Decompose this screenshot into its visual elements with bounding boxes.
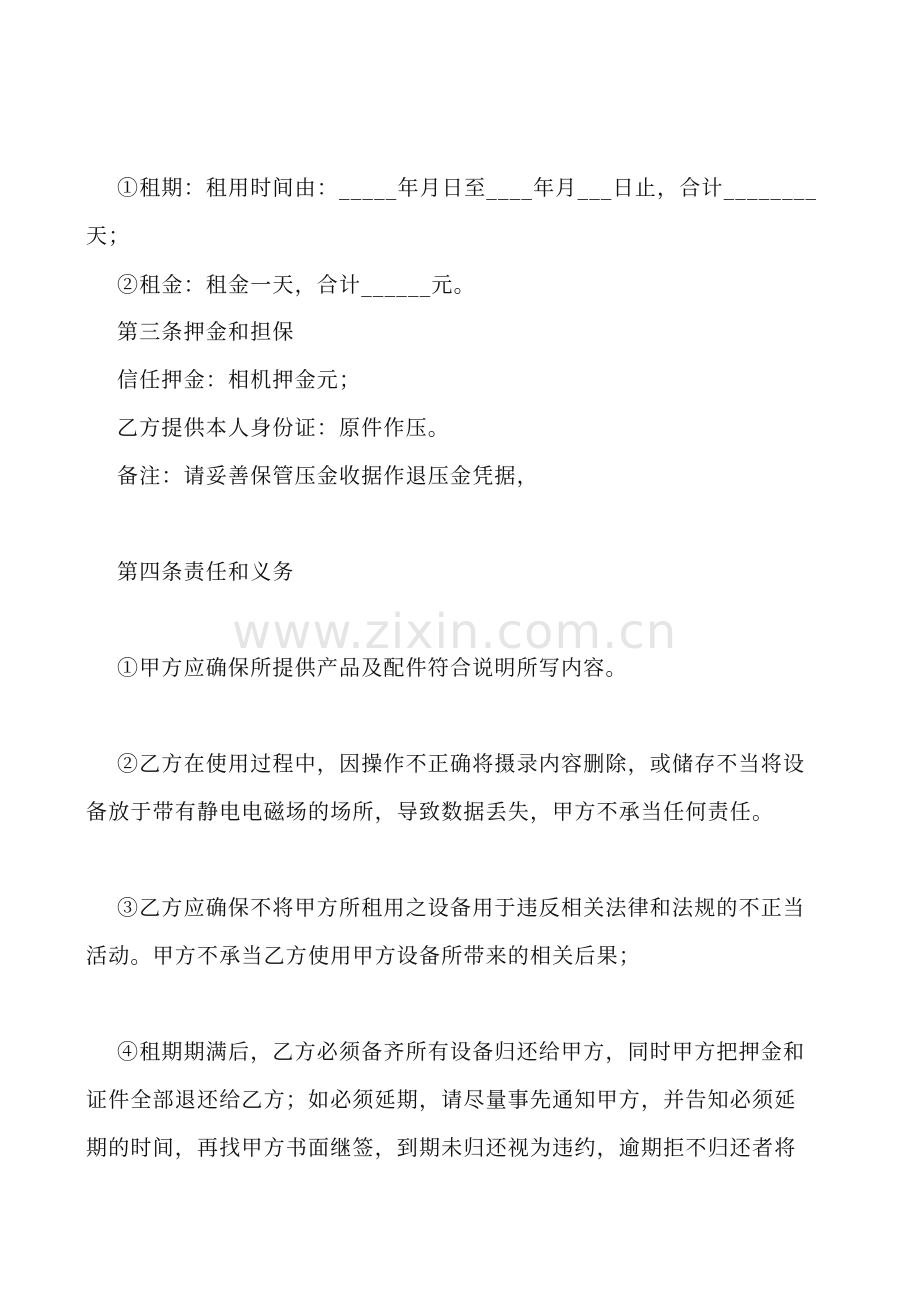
- text-line: 活动。甲方不承当乙方使用甲方设备所带来的相关后果；: [86, 944, 641, 968]
- text-line: 备注：请妥善保管压金收据作退压金凭据，: [117, 464, 539, 488]
- text-line: ①甲方应确保所提供产品及配件符合说明所写内容。: [117, 656, 628, 680]
- text-line: ④租期期满后，乙方必须备齐所有设备归还给甲方，同时甲方把押金和: [117, 1040, 806, 1064]
- text-line: 证件全部退还给乙方；如必须延期，请尽量事先通知甲方，并告知必须延: [86, 1088, 797, 1112]
- text-line: ①租期：租用时间由：_____年月日至____年月___日止，合计________: [117, 176, 818, 200]
- text-line: 信任押金：相机押金元；: [117, 368, 362, 392]
- text-line: 备放于带有静电电磁场的场所，导致数据丢失，甲方不承当任何责任。: [86, 800, 775, 824]
- section-heading: 第四条责任和义务: [117, 560, 295, 584]
- text-line: ③乙方应确保不将甲方所租用之设备用于违反相关法律和法规的不正当: [117, 896, 806, 920]
- text-line: 天；: [86, 224, 131, 248]
- section-heading: 第三条押金和担保: [117, 320, 295, 344]
- watermark: www.zixin.com.cn: [232, 604, 678, 660]
- text-line: ②乙方在使用过程中，因操作不正确将摄录内容删除，或储存不当将设: [117, 752, 806, 776]
- text-line: ②租金：租金一天，合计______元。: [117, 273, 476, 297]
- text-line: 乙方提供本人身份证：原件作压。: [117, 416, 450, 440]
- text-line: 期的时间，再找甲方书面继签，到期未归还视为违约，逾期拒不归还者将: [86, 1136, 797, 1160]
